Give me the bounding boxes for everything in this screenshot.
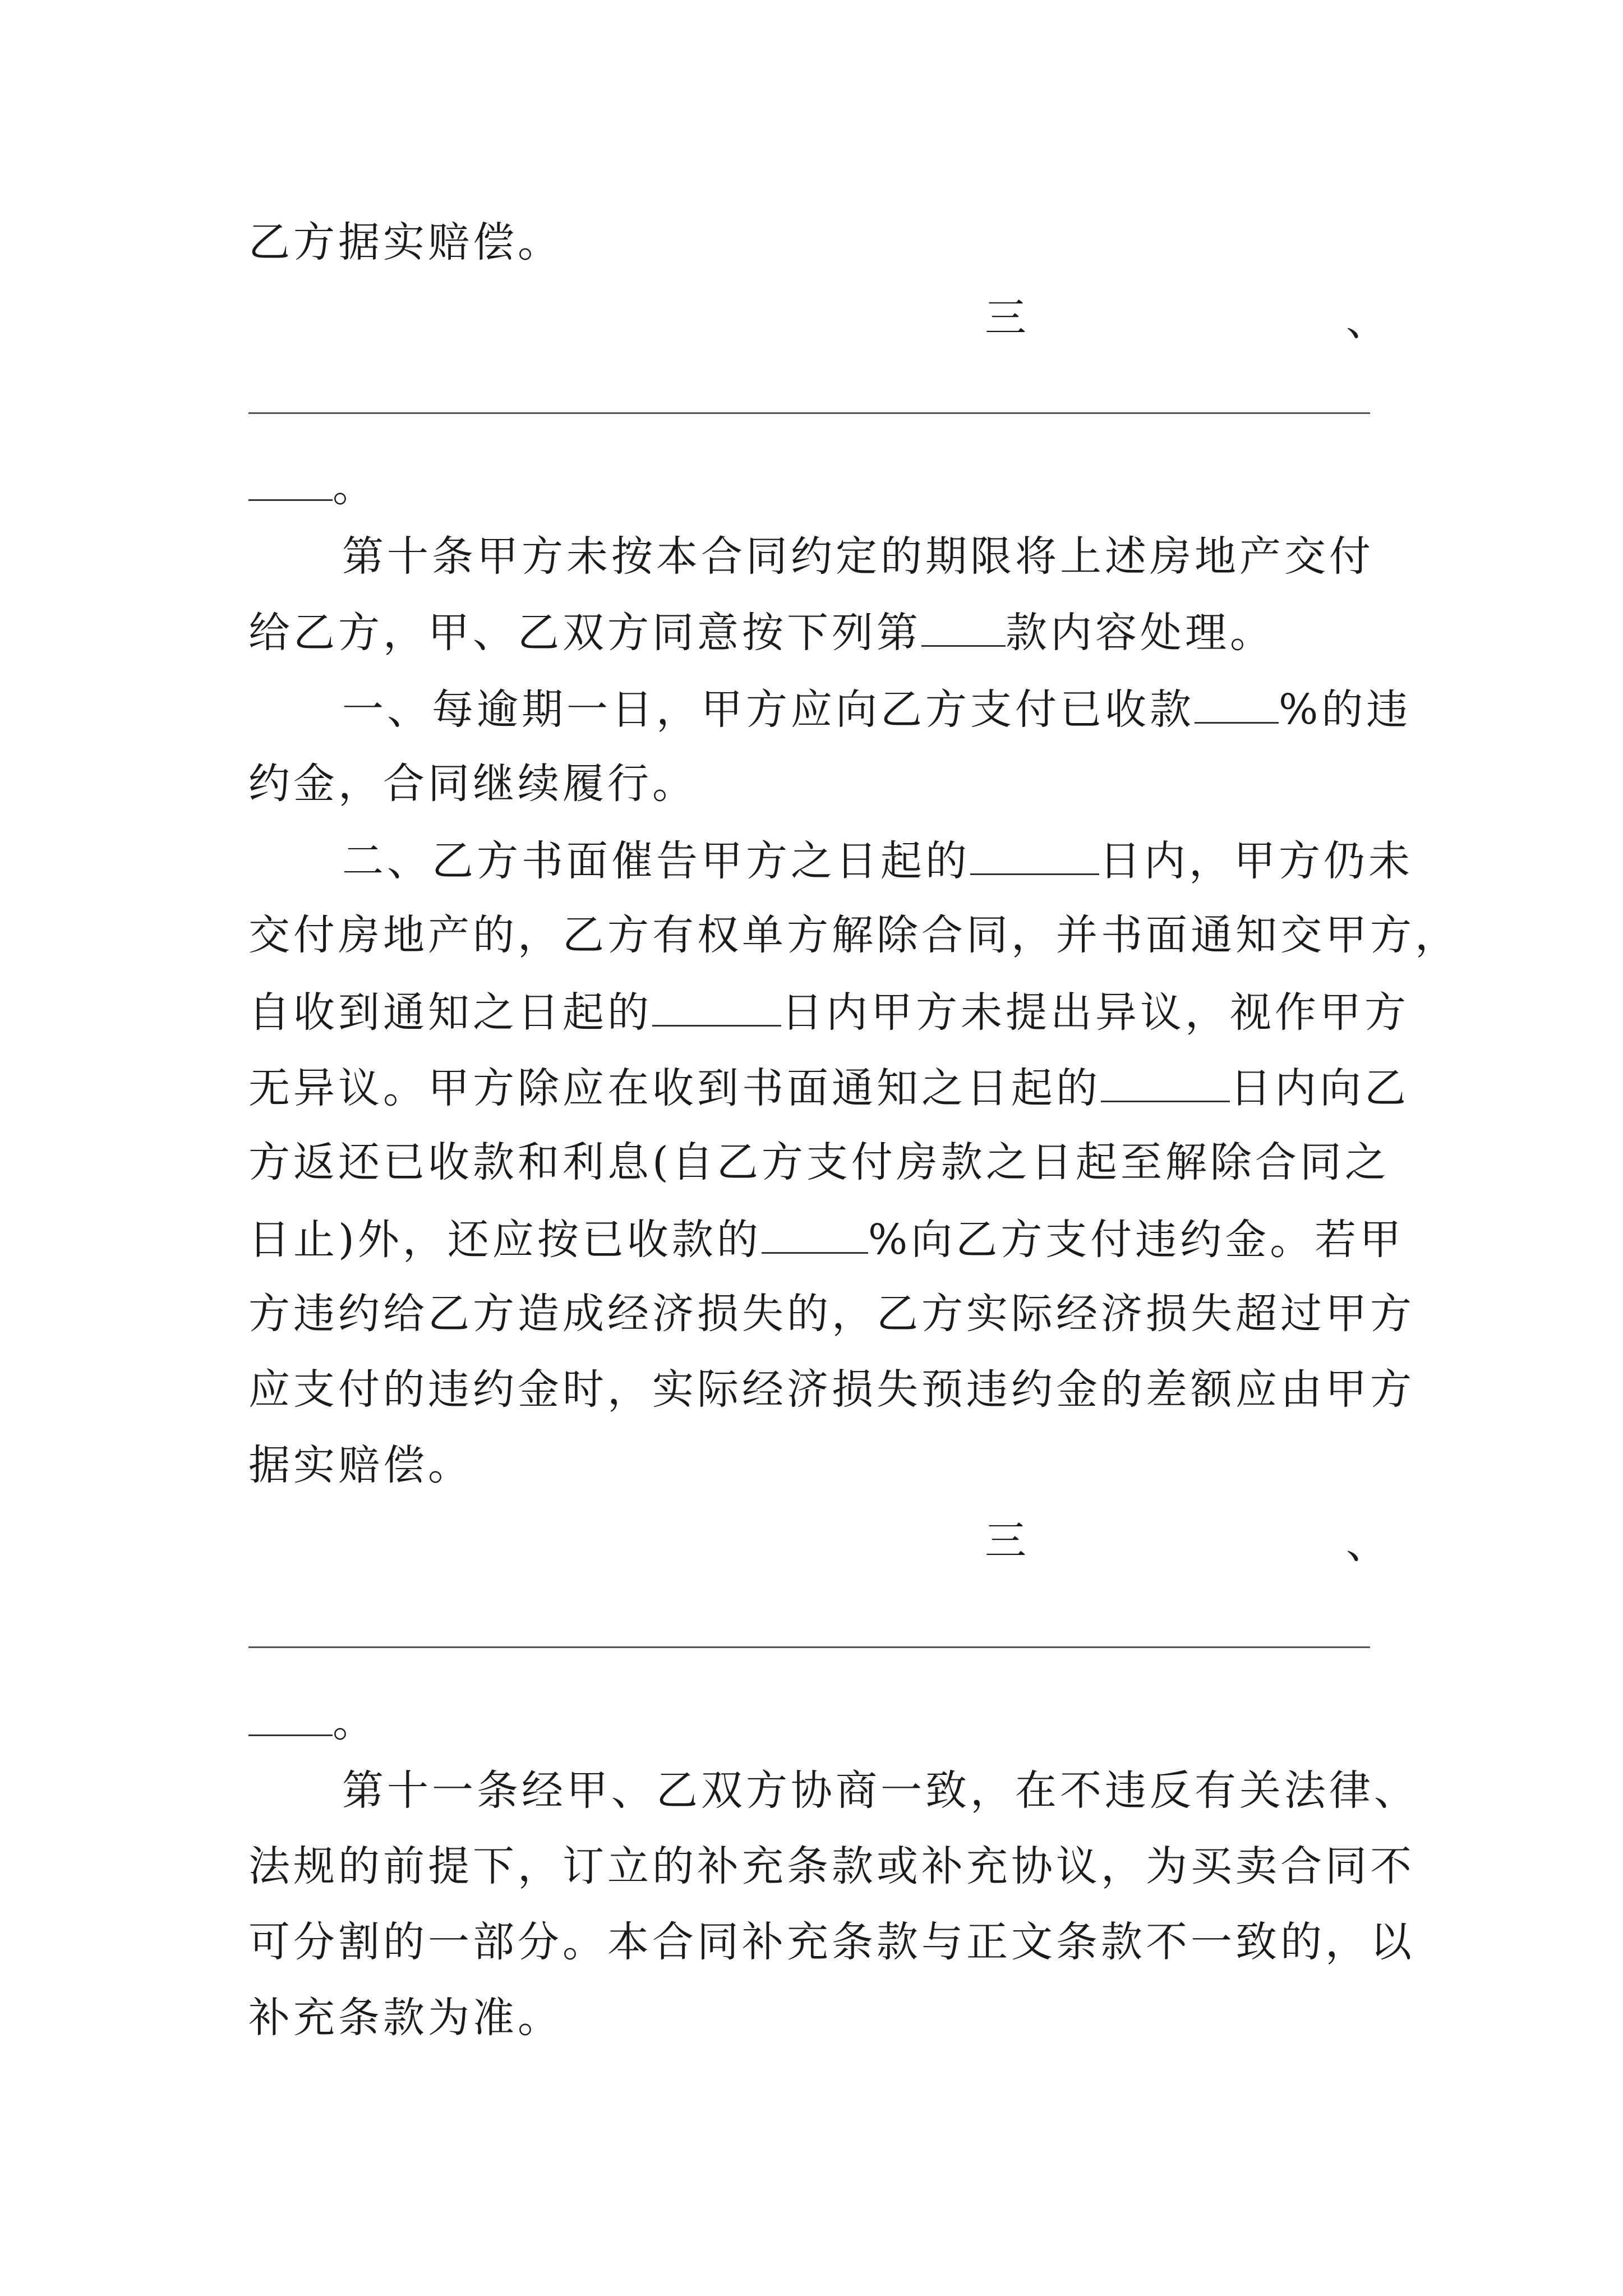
text-line: 法规的前提下，订立的补充条款或补充协议，为买卖合同不 xyxy=(248,1842,1415,1890)
blank-field xyxy=(652,990,781,1027)
article-10-heading: 第十条甲方未按本合同约定的期限将上述房地产交付 xyxy=(342,532,1374,581)
fill-in-rule xyxy=(248,412,1370,414)
item-number: 三 xyxy=(985,1517,1026,1565)
text-line: 交付房地产的，乙方有权单方解除合同，并书面通知交甲方， xyxy=(248,911,1460,959)
text-line: 一、每逾期一日，甲方应向乙方支付已收款 %的违 xyxy=(342,685,1412,734)
blank-field xyxy=(970,839,1099,875)
blank-field xyxy=(1195,687,1279,724)
blank-field xyxy=(762,1217,868,1254)
item-number: 三 xyxy=(985,294,1026,342)
article-11-heading: 第十一条经甲、乙双方协商一致，在不违反有关法律、 xyxy=(342,1766,1419,1815)
text-line: 。 xyxy=(248,464,377,508)
text-line: 乙方据实赔偿。 xyxy=(248,218,562,266)
punctuation: 、 xyxy=(1346,1520,1387,1568)
text-line: 。 xyxy=(248,1700,377,1743)
fill-in-rule xyxy=(248,1646,1370,1648)
text-line: 补充条款为准。 xyxy=(248,1994,562,2042)
text-line: 可分割的一部分。本合同补充条款与正文条款不一致的，以 xyxy=(248,1918,1415,1966)
text-line: 给乙方，甲、乙双方同意按下列第 款内容处理。 xyxy=(248,609,1275,657)
text-line: 约金，合同继续履行。 xyxy=(248,760,697,808)
blank-field xyxy=(1101,1066,1230,1102)
text-line: 据实赔偿。 xyxy=(248,1441,473,1489)
text-line: 应支付的违约金时，实际经济损失预违约金的差额应由甲方 xyxy=(248,1365,1415,1414)
blank-field xyxy=(248,1700,333,1736)
text-line: 日止)外，还应按已收款的 %向乙方支付违约金。若甲 xyxy=(248,1216,1405,1264)
text-line: 方返还已收款和利息(自乙方支付房款之日起至解除合同之 xyxy=(248,1138,1390,1186)
blank-field xyxy=(921,610,1006,647)
blank-field xyxy=(248,464,333,501)
text-line: 方违约给乙方造成经济损失的，乙方实际经济损失超过甲方 xyxy=(248,1290,1415,1338)
text-line: 无异议。甲方除应在收到书面通知之日起的 日内向乙 xyxy=(248,1064,1409,1112)
text-line: 二、乙方书面催告甲方之日起的 日内，甲方仍未 xyxy=(342,837,1413,885)
text-line: 自收到通知之日起的 日内甲方未提出异议，视作甲方 xyxy=(248,988,1409,1037)
punctuation: 、 xyxy=(1346,297,1387,345)
